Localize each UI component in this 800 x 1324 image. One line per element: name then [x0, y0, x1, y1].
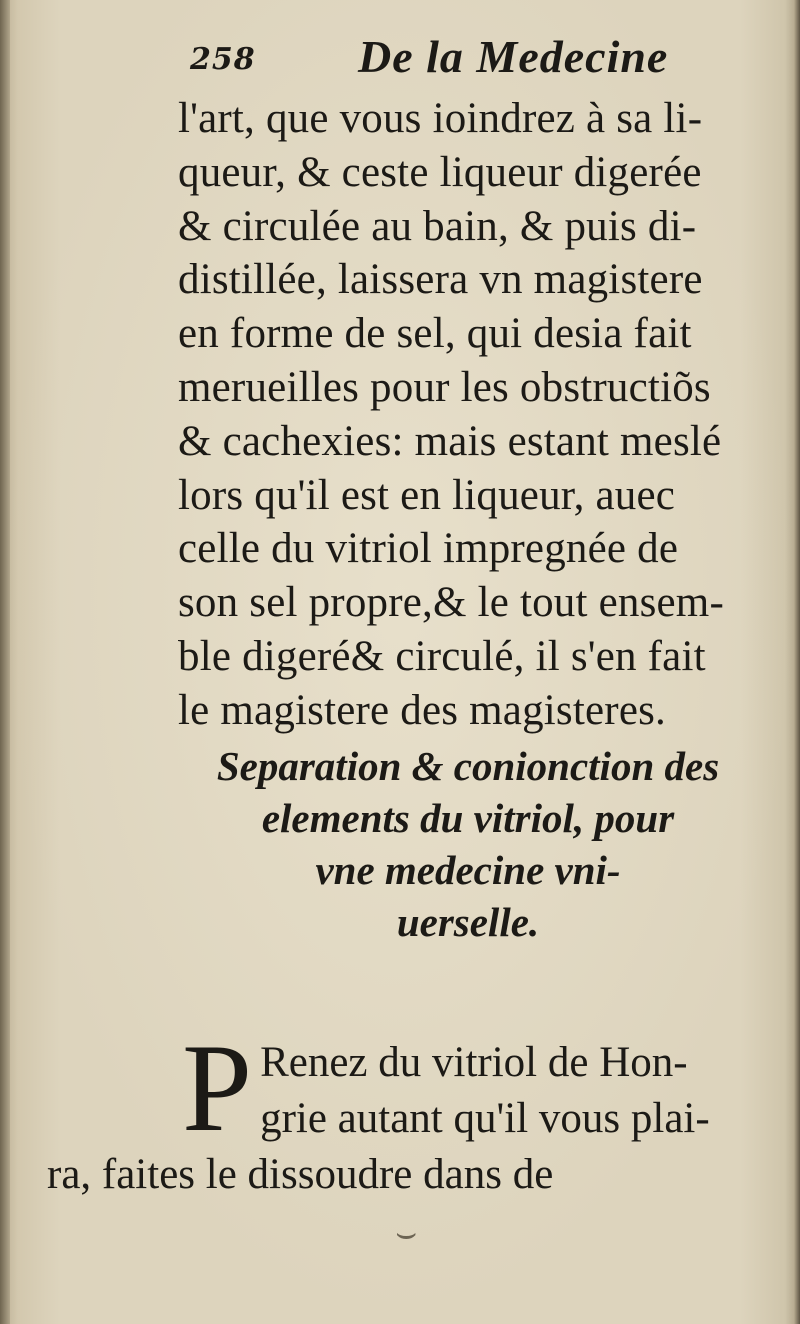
page-number: 258	[190, 42, 256, 77]
heading-line: elements du vitriol, pour	[261, 795, 675, 841]
text-line: ble digeré& circulé, il s'en fait	[178, 632, 706, 680]
text-line: queur, & ceste liqueur digerée	[178, 148, 702, 196]
text-line: distillée, laissera vn magistere	[178, 256, 703, 304]
page-header	[190, 30, 710, 90]
page-edge-shadow	[794, 0, 800, 1324]
text-line: Renez du vitriol de Hon-	[260, 1039, 688, 1086]
text-line: celle du vitriol impregnée de	[178, 525, 679, 573]
heading-line: uerselle.	[396, 899, 540, 945]
text-line: & cachexies: mais estant meslé	[178, 417, 722, 465]
heading-line: Separation & conionction des	[216, 743, 720, 789]
page-gutter-shadow	[0, 0, 10, 1324]
text-line: grie autant qu'il vous plai-	[260, 1095, 710, 1142]
ink-mark: ⌣	[395, 1215, 418, 1252]
text-line: merueilles pour les obstructiõs	[178, 363, 711, 411]
text-line: l'art, que vous ioindrez à sa li-	[178, 95, 703, 142]
drop-cap: P	[182, 1019, 253, 1158]
paragraph-1	[178, 92, 768, 738]
text-line: & circulée au bain, & puis di-	[178, 202, 697, 250]
running-title: De la Medecine	[358, 31, 669, 82]
section-heading	[178, 740, 758, 948]
text-line: lors qu'il est en liqueur, auec	[178, 471, 676, 519]
text-line: ra, faites le dissoudre dans de	[47, 1151, 554, 1198]
text-line: son sel propre,& le tout ensem-	[178, 579, 724, 627]
text-line: le magistere des magisteres.	[178, 686, 666, 734]
heading-line: vne medecine vni-	[315, 847, 621, 893]
paragraph-2	[47, 1019, 760, 1203]
text-line: en forme de sel, qui desia fait	[178, 310, 692, 358]
